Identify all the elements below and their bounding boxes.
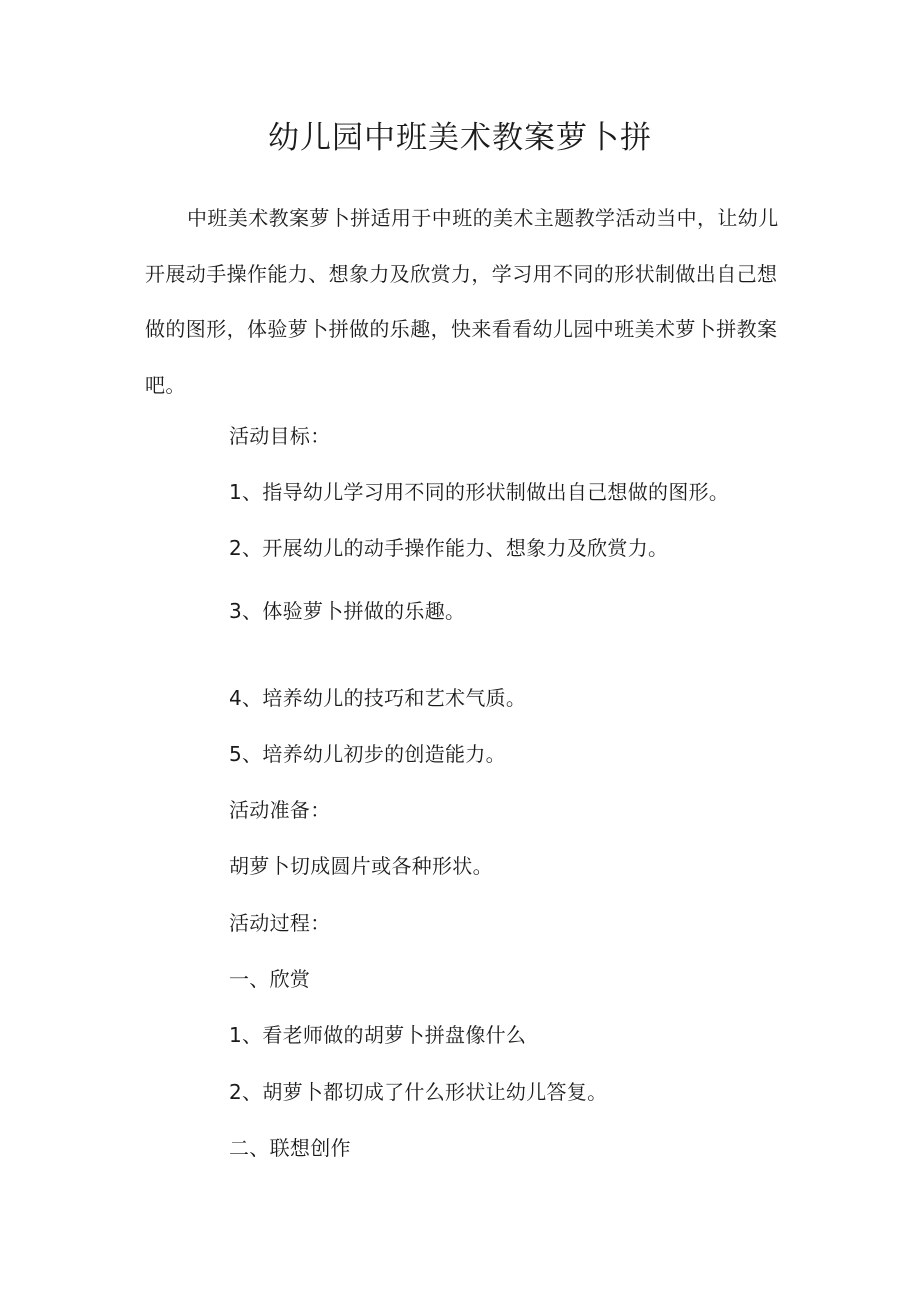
document-title: 幼儿园中班美术教案萝卜拼	[268, 120, 652, 156]
goal-item-3: 3、体验萝卜拼做的乐趣。	[229, 599, 466, 623]
prep-heading: 活动准备：	[229, 798, 331, 822]
goals-heading: 活动目标：	[229, 424, 331, 448]
section1-item-2: 2、胡萝卜都切成了什么形状让幼儿答复。	[229, 1080, 608, 1104]
goal-item-1: 1、指导幼儿学习用不同的形状制做出自己想做的图形。	[229, 480, 730, 504]
intro-paragraph: 中班美术教案萝卜拼适用于中班的美术主题教学活动当中，让幼儿开展动手操作能力、想象力及欣赏力，学习用不同的形状制做出自己想做的图形，体验萝卜拼做的乐趣，快来看看幼儿园中班美术萝卜拼教案吧。	[145, 206, 779, 397]
process-heading: 活动过程：	[229, 911, 331, 935]
goal-item-5: 5、培养幼儿初步的创造能力。	[229, 742, 506, 766]
section1-heading: 一、欣赏	[229, 967, 311, 991]
goal-item-2: 2、开展幼儿的动手操作能力、想象力及欣赏力。	[229, 536, 669, 560]
section1-item-1: 1、看老师做的胡萝卜拼盘像什么	[229, 1023, 527, 1047]
goal-item-4: 4、培养幼儿的技巧和艺术气质。	[229, 686, 527, 710]
section2-heading: 二、联想创作	[229, 1136, 351, 1160]
prep-text: 胡萝卜切成圆片或各种形状。	[229, 854, 493, 878]
